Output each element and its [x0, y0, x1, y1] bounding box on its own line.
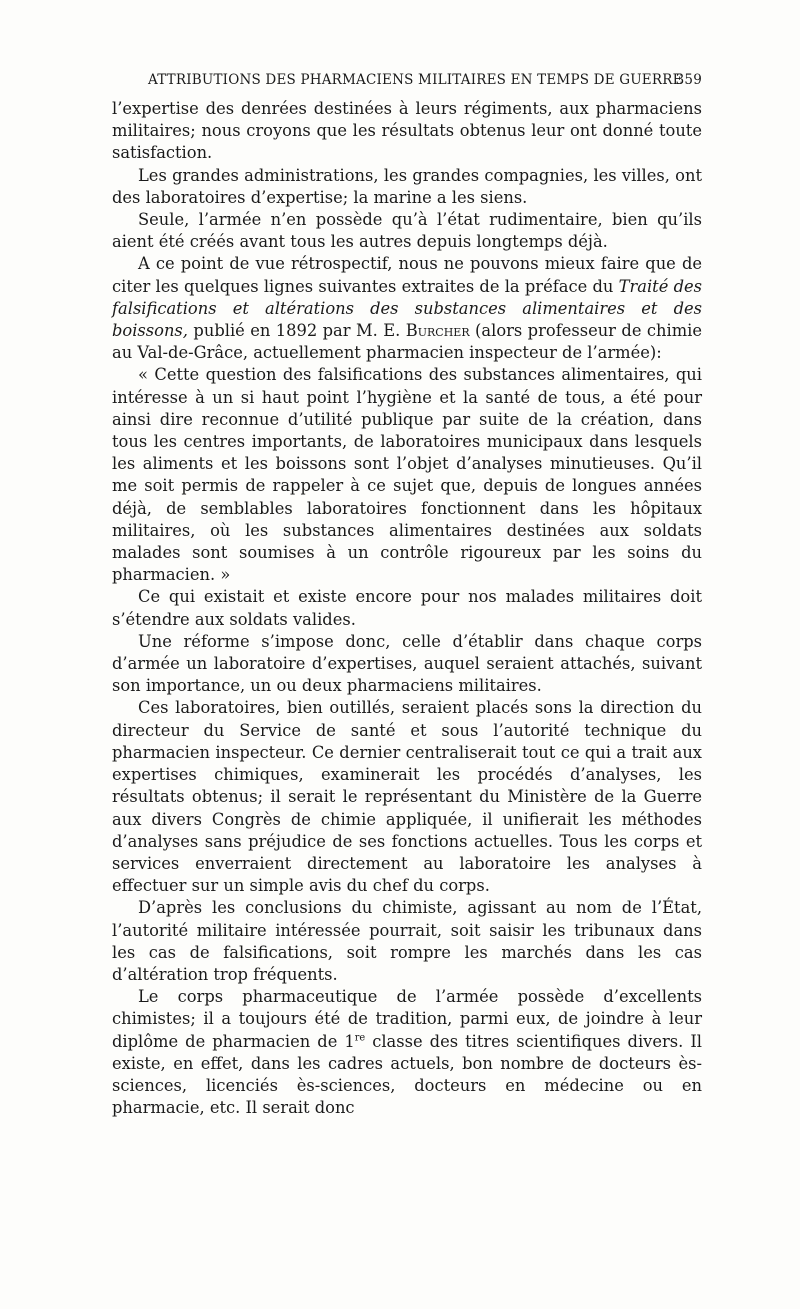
running-title: ATTRIBUTIONS DES PHARMACIENS MILITAIRES EN TEMPS DE GUERRE: [148, 72, 683, 88]
book-title: Traité des falsifications et altérations des substances alimentaires et des boissons,: [112, 276, 702, 341]
paragraph-4-text-c: (alors professeur de chimie au Val-de-Grâce, actuellement pharmacien inspecteur de l’armée):: [112, 321, 702, 363]
paragraph-10-text-b: classe des titres scientifiques divers. Il existe, en effet, dans les cadres actuels, bon nombre de docteurs ès-sciences, licenciés ès-sciences, docteurs en médecine ou en pharmacie, etc. Il serait donc: [112, 1031, 702, 1118]
quotation-paragraph: « Cette question des falsifications des substances alimentaires, qui intéresse à un si haut point l’hygiène et la santé de tous, a été pour ainsi dire reconnue d’utilité publique par suite de la création, dans tous les centres importants, de laboratoires municipaux dans lesquels les aliments et les boissons sont l’objet d’analyses minutieuses. Qu’il me soit permis de rappeler à ce sujet que, depuis de longues années déjà, de semblables laboratoires fonctionnent dans les hôpitaux militaires, où les substances alimentaires destinées aux soldats malades sont soumises à un contrôle rigoureux par les soins du pharmacien. »: [112, 365, 702, 585]
body-text: [112, 98, 702, 1119]
paragraph-4-text-b: publié en 1892 par M. E.: [193, 321, 401, 341]
paragraph-4: [112, 253, 702, 364]
paragraph-8: Ces laboratoires, bien outillés, seraient placés sons la direction du directeur du Service de santé et sous l’autorité technique du pharmacien inspecteur. Ce dernier centraliserait tout ce qui a trait aux expertises chimiques, examinerait les procédés d’analyses, les résultats obtenus; il serait le représentant du Ministère de la Guerre aux divers Congrès de chimie appliquée, il unifierait les méthodes d’analyses sans préjudice de ses fonctions actuelles. Tous les corps et services enverraient directement au laboratoire les analyses à effectuer sur un simple avis du chef du corps.: [112, 698, 702, 896]
paragraph-10-text-a: Le corps pharmaceutique de l’armée possède d’excellents chimistes; il a toujours été de tradition, parmi eux, de joindre à leur diplôme de pharmacien de 1: [112, 987, 702, 1051]
paragraph-2: Les grandes administrations, les grandes compagnies, les villes, ont des laboratoires d’expertise; la marine a les siens.: [112, 165, 702, 207]
paragraph-4-text-a: A ce point de vue rétrospectif, nous ne pouvons mieux faire que de citer les quelques lignes suivantes extraites de la préface du: [112, 254, 702, 296]
paragraph-7: Une réforme s’impose donc, celle d’établir dans chaque corps d’armée un laboratoire d’expertises, auquel seraient attachés, suivant son importance, un ou deux pharmaciens militaires.: [112, 631, 702, 696]
paragraph-6: Ce qui existait et existe encore pour nos malades militaires doit s’étendre aux soldats valides.: [112, 587, 702, 629]
paragraph-3: Seule, l’armée n’en possède qu’à l’état rudimentaire, bien qu’ils aient été créés avant tous les autres depuis longtemps déjà.: [112, 210, 702, 252]
paragraph-1: l’expertise des denrées destinées à leurs régiments, aux pharmaciens militaires; nous croyons que les résultats obtenus leur ont donné toute satisfaction.: [112, 99, 702, 163]
page-number: 359: [675, 72, 702, 88]
ordinal-superscript: re: [354, 1032, 366, 1044]
paragraph-9: D’après les conclusions du chimiste, agissant au nom de l’État, l’autorité militaire intéressée pourrait, soit saisir les tribunaux dans les cas de falsifications, soit rompre les marchés dans les cas d’altération trop fréquents.: [112, 898, 702, 984]
page-header: [112, 72, 702, 92]
paragraph-10: [112, 986, 702, 1119]
author-name: Burcher: [405, 321, 470, 341]
